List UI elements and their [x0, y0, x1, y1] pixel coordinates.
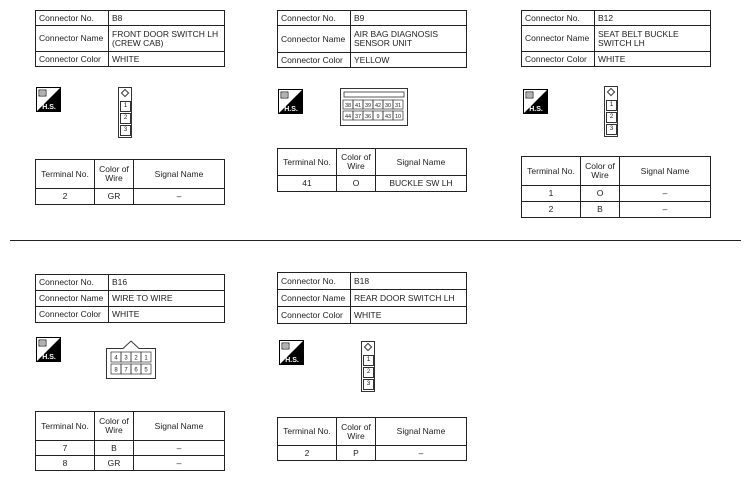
wire-color: B — [95, 441, 134, 456]
connector-no-value: B12 — [595, 11, 711, 26]
connector-pin: 3 — [124, 355, 128, 362]
connector-pin: 5 — [144, 367, 148, 374]
connector-b8 — [35, 10, 225, 67]
signal-name: – — [620, 202, 711, 218]
terminal-table-b8 — [35, 159, 225, 205]
connector-pin: 1 — [120, 101, 131, 112]
wire-color: O — [581, 186, 620, 202]
connector-name-label: Connector Name — [522, 26, 595, 52]
wire-color-header: Color of Wire — [581, 157, 620, 186]
connector-pin: 10 — [394, 114, 402, 120]
wire-color-header: Color of Wire — [95, 412, 134, 441]
connector-pin: 2 — [120, 113, 131, 124]
connector-b9 — [277, 10, 467, 68]
terminal-no: 1 — [522, 186, 581, 202]
signal-name-header: Signal Name — [376, 418, 467, 446]
terminal-no: 2 — [36, 189, 95, 205]
connector-pin: 2 — [134, 355, 138, 362]
table-row — [36, 189, 225, 205]
table-row — [522, 202, 711, 218]
connector-info-table — [277, 272, 467, 324]
connector-pin: 39 — [364, 103, 372, 109]
terminal-no-header: Terminal No. — [278, 149, 337, 176]
signal-name: – — [376, 446, 467, 461]
terminal-no: 41 — [278, 176, 337, 192]
hs-connector-icon — [36, 337, 61, 362]
connector-info-table — [35, 10, 225, 67]
connector-no-label: Connector No. — [522, 11, 595, 26]
connector-name-label: Connector Name — [278, 26, 351, 53]
connector-no-label: Connector No. — [36, 275, 109, 291]
connector-pin: 4 — [114, 355, 118, 362]
connector-pin: 31 — [394, 103, 402, 109]
connector-pin: 37 — [354, 114, 362, 120]
connector-color-value: WHITE — [109, 307, 225, 323]
connector-pin: 7 — [124, 367, 128, 374]
connector-color-value: WHITE — [351, 307, 467, 324]
connector-no-value: B8 — [109, 11, 225, 26]
connector-b9-face — [340, 88, 408, 126]
connector-info-table — [277, 10, 467, 68]
hs-label: H.S. — [529, 106, 543, 113]
table-row — [36, 441, 225, 456]
connector-pin: 1 — [144, 355, 148, 362]
connector-name-value: WIRE TO WIRE — [109, 291, 225, 307]
terminal-no-header: Terminal No. — [36, 412, 95, 441]
connector-b12 — [521, 10, 711, 67]
connector-b18-face — [361, 341, 375, 392]
connector-color-value: WHITE — [109, 52, 225, 67]
connector-pin: 41 — [354, 103, 362, 109]
connector-color-label: Connector Color — [36, 52, 109, 67]
hs-connector-icon — [278, 89, 303, 114]
connector-pin: 6 — [134, 367, 138, 374]
connector-name-value: SEAT BELT BUCKLE SWITCH LH — [595, 26, 711, 52]
connector-color-label: Connector Color — [278, 307, 351, 324]
terminal-no: 7 — [36, 441, 95, 456]
connector-no-label: Connector No. — [278, 11, 351, 26]
wire-color-header: Color of Wire — [337, 418, 376, 446]
connector-color-value: WHITE — [595, 52, 711, 67]
connector-pin: 1 — [606, 100, 617, 111]
connector-no-value: B18 — [351, 273, 467, 290]
connector-b8-face — [118, 87, 132, 138]
connector-pin: 3 — [363, 379, 374, 390]
connector-name-value: REAR DOOR SWITCH LH — [351, 290, 467, 307]
connector-pin: 2 — [606, 112, 617, 123]
hs-connector-icon — [279, 340, 304, 365]
connector-color-label: Connector Color — [36, 307, 109, 323]
connector-pin: 30 — [384, 103, 392, 109]
terminal-no-header: Terminal No. — [36, 160, 95, 189]
hs-connector-icon — [36, 87, 61, 112]
connector-pin: 8 — [114, 367, 118, 374]
connector-pin: 38 — [344, 103, 352, 109]
hs-label: H.S. — [42, 354, 56, 361]
connector-name-label: Connector Name — [278, 290, 351, 307]
connector-b16-face — [106, 338, 156, 379]
connector-color-label: Connector Color — [522, 52, 595, 67]
terminal-no-header: Terminal No. — [278, 418, 337, 446]
signal-name-header: Signal Name — [134, 160, 225, 189]
connector-pin: 3 — [120, 125, 131, 136]
table-row — [36, 456, 225, 471]
terminal-table-b18 — [277, 417, 467, 461]
connector-no-label: Connector No. — [278, 273, 351, 290]
connector-key-icon — [121, 89, 129, 97]
table-row — [278, 176, 467, 192]
wire-color: GR — [95, 189, 134, 205]
hs-label: H.S. — [284, 106, 298, 113]
hs-label: H.S. — [285, 357, 299, 364]
connector-b12-face — [604, 86, 618, 137]
terminal-table-b16 — [35, 411, 225, 471]
connector-no-value: B16 — [109, 275, 225, 291]
connector-pin: 2 — [363, 367, 374, 378]
wire-color-header: Color of Wire — [95, 160, 134, 189]
terminal-table-b9 — [277, 148, 467, 192]
connector-key-icon — [607, 88, 615, 96]
connector-pin: 43 — [384, 114, 392, 120]
wire-color: P — [337, 446, 376, 461]
section-divider — [10, 240, 741, 241]
signal-name: – — [134, 189, 225, 205]
connector-pin: 44 — [344, 114, 352, 120]
connector-name-label: Connector Name — [36, 291, 109, 307]
hs-label: H.S. — [42, 104, 56, 111]
terminal-no: 2 — [522, 202, 581, 218]
wire-color-header: Color of Wire — [337, 149, 376, 176]
connector-name-value: FRONT DOOR SWITCH LH (CREW CAB) — [109, 26, 225, 52]
connector-color-value: YELLOW — [351, 53, 467, 68]
terminal-table-b12 — [521, 156, 711, 218]
signal-name: – — [134, 441, 225, 456]
signal-name-header: Signal Name — [134, 412, 225, 441]
connector-no-value: B9 — [351, 11, 467, 26]
connector-pin: 9 — [376, 114, 380, 120]
connector-b18 — [277, 272, 467, 324]
signal-name: BUCKLE SW LH — [376, 176, 467, 192]
connector-info-table — [35, 274, 225, 323]
connector-name-value: AIR BAG DIAGNOSIS SENSOR UNIT — [351, 26, 467, 53]
table-row — [278, 446, 467, 461]
table-row — [522, 186, 711, 202]
connector-color-label: Connector Color — [278, 53, 351, 68]
hs-connector-icon — [523, 89, 548, 114]
connector-pin: 3 — [606, 124, 617, 135]
connector-pin: 36 — [364, 114, 372, 120]
connector-pin: 42 — [374, 103, 382, 109]
signal-name: – — [134, 456, 225, 471]
connector-pin: 1 — [363, 355, 374, 366]
signal-name: – — [620, 186, 711, 202]
connector-key-icon — [364, 343, 372, 351]
wire-color: O — [337, 176, 376, 192]
connector-no-label: Connector No. — [36, 11, 109, 26]
connector-info-table — [521, 10, 711, 67]
terminal-no: 2 — [278, 446, 337, 461]
signal-name-header: Signal Name — [620, 157, 711, 186]
wire-color: B — [581, 202, 620, 218]
connector-name-label: Connector Name — [36, 26, 109, 52]
connector-b16 — [35, 274, 225, 323]
signal-name-header: Signal Name — [376, 149, 467, 176]
terminal-no: 8 — [36, 456, 95, 471]
terminal-no-header: Terminal No. — [522, 157, 581, 186]
wire-color: GR — [95, 456, 134, 471]
